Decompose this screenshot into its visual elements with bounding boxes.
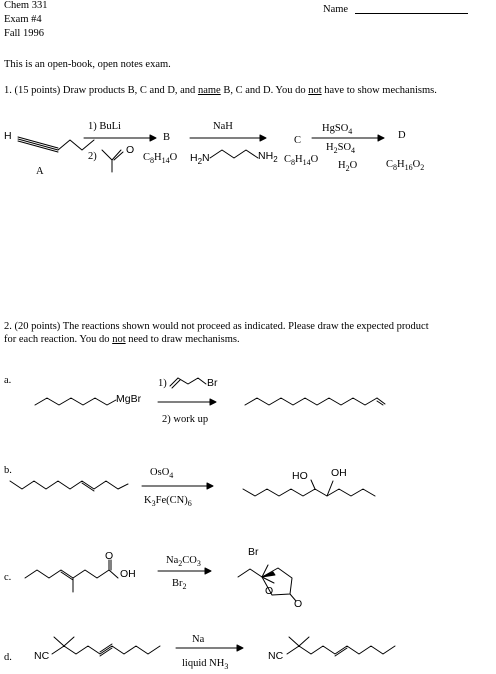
nitrile-product: NC [268, 650, 284, 662]
emphasis-not: not [308, 85, 322, 96]
hydroxyl-1: HO [292, 470, 308, 482]
reagent-na: Na [192, 634, 205, 645]
instructions: This is an open-book, open notes exam. [4, 59, 171, 70]
emphasis-name: name [197, 85, 221, 96]
acetone-structure [102, 150, 123, 172]
formula-c: $C_8H_{14}O$ [284, 154, 319, 168]
compound-a-structure [18, 137, 94, 152]
part-a-label: a. [4, 375, 12, 386]
formula-d: $C_8H_{16}O_2$ [386, 159, 425, 173]
part-b-label: b. [4, 465, 12, 476]
part-d-label: d. [4, 652, 12, 663]
course-title: Chem 331 [4, 0, 48, 11]
exam-number: Exam #4 [4, 14, 42, 25]
amine-left: $H_2N$ [190, 152, 210, 167]
reagent-oso4: OsO$_4$ [150, 467, 174, 481]
reagent-br2: $Br_2$ [172, 578, 187, 592]
lactone-carbonyl-oxygen: O [294, 598, 303, 610]
part-c-label: c. [4, 572, 12, 583]
ring-oxygen: O [265, 585, 274, 597]
label-a: A [36, 166, 44, 177]
reagent-hgso4: HgSO$_4$ [322, 123, 353, 137]
formula-b: $C_8H_{14}O$ [143, 152, 178, 166]
reagent-h2so4: $H_2SO_4$ [326, 142, 356, 156]
decene-chain [10, 481, 128, 489]
magnesium-bromide: MgBr [116, 393, 142, 405]
nitrile-reactant: NC [34, 650, 50, 662]
label-b: B [163, 132, 171, 143]
acid-carbonyl-oxygen: O [105, 550, 114, 562]
question-2-prompt-line2: for each reaction. You do not need to draw mechanisms. [4, 334, 240, 345]
exam-term: Fall 1996 [4, 28, 44, 39]
step-2-label: 2) [88, 151, 97, 162]
reagent-h2o: $H_2O$ [338, 160, 358, 174]
hydroxyl-2: OH [331, 467, 347, 479]
name-label: Name [323, 4, 349, 15]
allyl-bromide-br: Br [207, 377, 218, 389]
reagent-na2co3: $Na_2CO_3$ [166, 555, 201, 569]
acid-hydroxyl: OH [120, 568, 136, 580]
allyl-bromide [178, 378, 206, 384]
label-c: C [294, 135, 302, 146]
terminal-hydrogen: H [4, 130, 12, 142]
question-1-prompt: 1. (15 points) Draw products B, C and D, and name B, C and D. You do not have to show mechanisms. [4, 85, 437, 96]
reagent-k3fecn6: $K_3Fe(CN)_6$ [144, 495, 192, 509]
reagent-liquid-nh3: liquid $NH_3$ [182, 658, 229, 672]
part-a-step1: 1) [158, 378, 167, 389]
grignard-chain [35, 398, 116, 405]
diamine-chain [210, 150, 258, 158]
amine-right: $NH_2$ [258, 150, 278, 165]
emphasis-not-2: not [112, 334, 126, 345]
question-2-prompt: 2. (20 points) The reactions shown would not proceed as indicated. Please draw the expected product [4, 321, 429, 332]
part-a-step2: 2) work up [162, 414, 209, 425]
step-1-reagent: 1) BuLi [88, 121, 121, 132]
label-d: D [398, 130, 406, 141]
bromine-substituent: Br [248, 546, 259, 558]
acetone-oxygen: O [126, 144, 135, 156]
reagent-nah: NaH [213, 121, 233, 132]
